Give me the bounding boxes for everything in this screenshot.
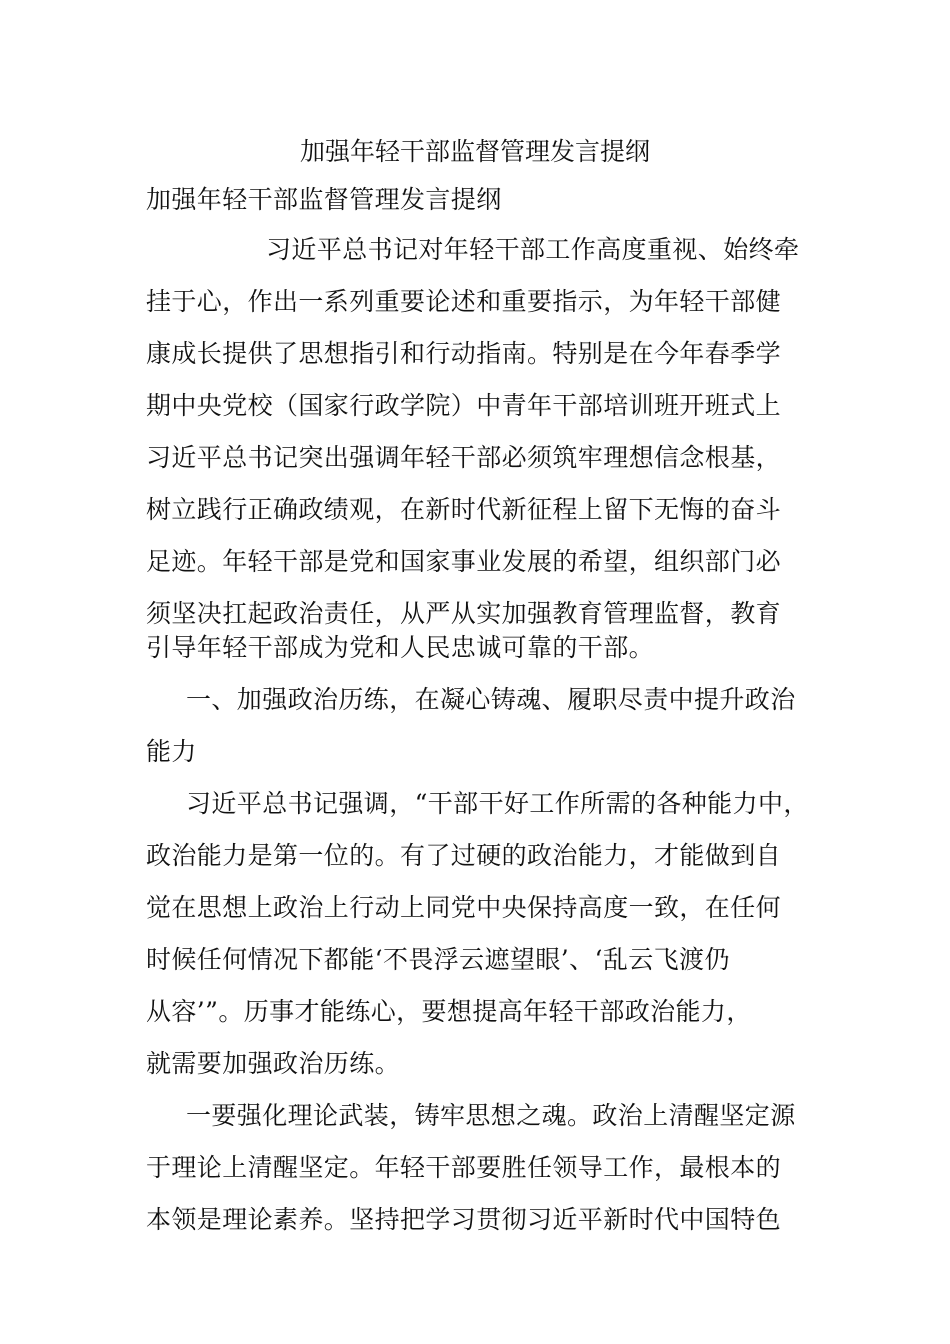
paragraph-line: 树立践行正确政绩观，在新时代新征程上留下无悔的奋斗 <box>146 495 782 524</box>
paragraph-line: 就需要加强政治历练。 <box>146 1049 401 1078</box>
paragraph-line: 时候任何情况下都能‘不畏浮云遮望眼’、‘乱云飞渡仍 <box>146 945 730 974</box>
paragraph-line: 从容’”。历事才能练心，要想提高年轻干部政治能力， <box>146 997 752 1026</box>
paragraph-line: 觉在思想上政治上行动上同党中央保持高度一致，在任何 <box>146 893 782 922</box>
document-subtitle: 加强年轻干部监督管理发言提纲 <box>146 185 502 214</box>
paragraph-line: 须坚决扛起政治责任，从严从实加强教育管理监督，教育 <box>146 599 782 628</box>
paragraph-line: 康成长提供了思想指引和行动指南。特别是在今年春季学 <box>146 339 782 368</box>
paragraph-line: 挂于心，作出一系列重要论述和重要指示，为年轻干部健 <box>146 287 782 316</box>
paragraph-line: 政治能力是第一位的。有了过硬的政治能力，才能做到自 <box>146 841 782 870</box>
paragraph-line: 足迹。年轻干部是党和国家事业发展的希望，组织部门必 <box>146 547 782 576</box>
paragraph-line: 期中央党校（国家行政学院）中青年干部培训班开班式上 <box>146 391 782 420</box>
paragraph-line: 习近平总书记对年轻干部工作高度重视、始终牵 <box>266 235 800 264</box>
section-heading-line: 一、加强政治历练，在凝心铸魂、履职尽责中提升政治 <box>186 685 796 714</box>
paragraph-line: 习近平总书记强调，“干部干好工作所需的各种能力中， <box>186 789 809 818</box>
paragraph-line: 引导年轻干部成为党和人民忠诚可靠的干部。 <box>146 633 655 662</box>
paragraph-line: 本领是理论素养。坚持把学习贯彻习近平新时代中国特色 <box>146 1205 782 1234</box>
paragraph-line: 习近平总书记突出强调年轻干部必须筑牢理想信念根基， <box>146 443 782 472</box>
paragraph-line: 一要强化理论武装，铸牢思想之魂。政治上清醒坚定源 <box>186 1101 796 1130</box>
section-heading-line: 能力 <box>146 737 197 766</box>
document-title: 加强年轻干部监督管理发言提纲 <box>299 137 650 166</box>
paragraph-line: 于理论上清醒坚定。年轻干部要胜任领导工作，最根本的 <box>146 1153 782 1182</box>
